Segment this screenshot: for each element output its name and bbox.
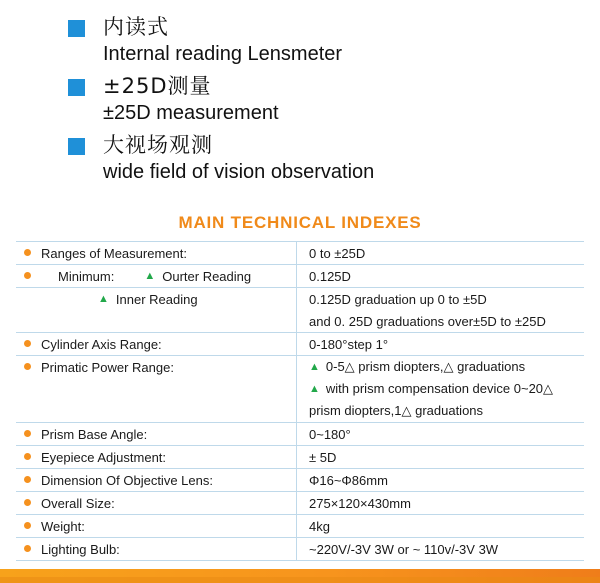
table-cell-label (16, 469, 297, 492)
dot-bullet-icon (24, 249, 31, 256)
table-cell-label (16, 242, 297, 265)
table-cell-value: 4kg (297, 515, 585, 538)
table-row (16, 310, 584, 333)
label-text: Weight: (41, 519, 85, 535)
table-row (16, 242, 584, 265)
table-cell-value: 0~180° (297, 423, 585, 446)
table-row (16, 333, 584, 356)
table-cell-value: 0-180°step 1° (297, 333, 585, 356)
table-row (16, 446, 584, 469)
feature-title-cn: 内读式 (103, 15, 169, 39)
feature-title-cn: 大视场观测 (103, 133, 213, 157)
label-text: Cylinder Axis Range: (41, 337, 162, 353)
table-cell-value: 0.125D (297, 265, 585, 288)
feature-title-en: Internal reading Lensmeter (103, 43, 343, 65)
table-cell-value: 0.125D graduation up 0 to ±5D (309, 291, 487, 307)
value-text: with prism compensation device 0~20△ (325, 381, 554, 396)
table-cell-label (16, 310, 297, 333)
table-cell-value: 0 to ±25D (297, 242, 585, 265)
table-cell-value: ± 5D (297, 446, 585, 469)
table-row (16, 469, 584, 492)
table-cell-label (16, 400, 297, 423)
table-cell-value (297, 378, 585, 400)
feature-title-en: wide field of vision observation (103, 161, 375, 183)
feature-title-en: ±25D measurement (103, 102, 279, 124)
dot-bullet-icon (24, 522, 31, 529)
label-text: Minimum: (58, 269, 115, 285)
feature-text-group (103, 132, 374, 185)
table-row (16, 288, 584, 311)
table-cell-label (16, 378, 297, 400)
label-text: Eyepiece Adjustment: (41, 450, 167, 466)
feature-text-group (103, 14, 342, 67)
feature-title-cn: ±25D测量 (103, 74, 212, 98)
table-cell-label (16, 515, 297, 538)
dot-bullet-icon (24, 363, 31, 370)
dot-bullet-icon (24, 340, 31, 347)
dot-bullet-icon (24, 476, 31, 483)
table-cell-label (16, 265, 297, 288)
value-text: 0-5△ prism diopters,△ graduations (325, 359, 526, 374)
label-text: Dimension Of Objective Lens: (41, 473, 213, 489)
label-text: Overall Size: (41, 496, 115, 512)
feature-text-group (103, 73, 279, 126)
table-cell-label (16, 333, 297, 356)
sub-label-text: Ourter Reading (162, 269, 252, 285)
bottom-accent-bar (0, 569, 600, 583)
technical-indexes-table (16, 241, 584, 561)
table-cell-label (16, 446, 297, 469)
triangle-bullet-icon: ▲ (144, 269, 156, 282)
table-row (16, 492, 584, 515)
feature-item (0, 132, 600, 185)
dot-bullet-icon (24, 453, 31, 460)
dot-bullet-icon (24, 499, 31, 506)
table-row (16, 378, 584, 400)
table-cell-label (16, 538, 297, 561)
table-cell-value (297, 356, 585, 379)
dot-bullet-icon (24, 430, 31, 437)
table-cell-value: 275×120×430mm (297, 492, 585, 515)
table-cell-label (16, 423, 297, 446)
table-row (16, 400, 584, 423)
label-text: Primatic Power Range: (41, 360, 174, 376)
label-text: Lighting Bulb: (41, 542, 120, 558)
triangle-bullet-icon: ▲ (309, 382, 320, 395)
table-row (16, 423, 584, 446)
dot-bullet-icon (24, 272, 31, 279)
table-cell-label (16, 288, 297, 311)
table-row (16, 356, 584, 379)
page-title: MAIN TECHNICAL INDEXES (178, 213, 422, 232)
square-bullet-icon (68, 138, 85, 155)
square-bullet-icon (68, 20, 85, 37)
dot-bullet-icon (24, 545, 31, 552)
table-cell-value: ~220V/-3V 3W or ~ 110v/-3V 3W (297, 538, 585, 561)
triangle-bullet-icon: ▲ (98, 292, 109, 305)
square-bullet-icon (68, 79, 85, 96)
feature-list (0, 0, 600, 185)
table-cell-value: prism diopters,1△ graduations (297, 400, 585, 423)
label-text: Inner Reading (115, 292, 198, 308)
triangle-bullet-icon: ▲ (309, 360, 320, 373)
table-cell-value: Φ16~Φ86mm (297, 469, 585, 492)
table-row (16, 515, 584, 538)
label-text: Prism Base Angle: (41, 427, 148, 443)
table-cell-label (16, 492, 297, 515)
table-cell-value: and 0. 25D graduations over±5D to ±25D (297, 310, 585, 333)
feature-item (0, 73, 600, 126)
table-cell-label (16, 356, 297, 379)
label-text: Ranges of Measurement: (41, 246, 187, 262)
table-row (16, 265, 584, 288)
table-row (16, 538, 584, 561)
feature-item (0, 14, 600, 67)
bottom-accent-bar-shadow (0, 577, 600, 583)
